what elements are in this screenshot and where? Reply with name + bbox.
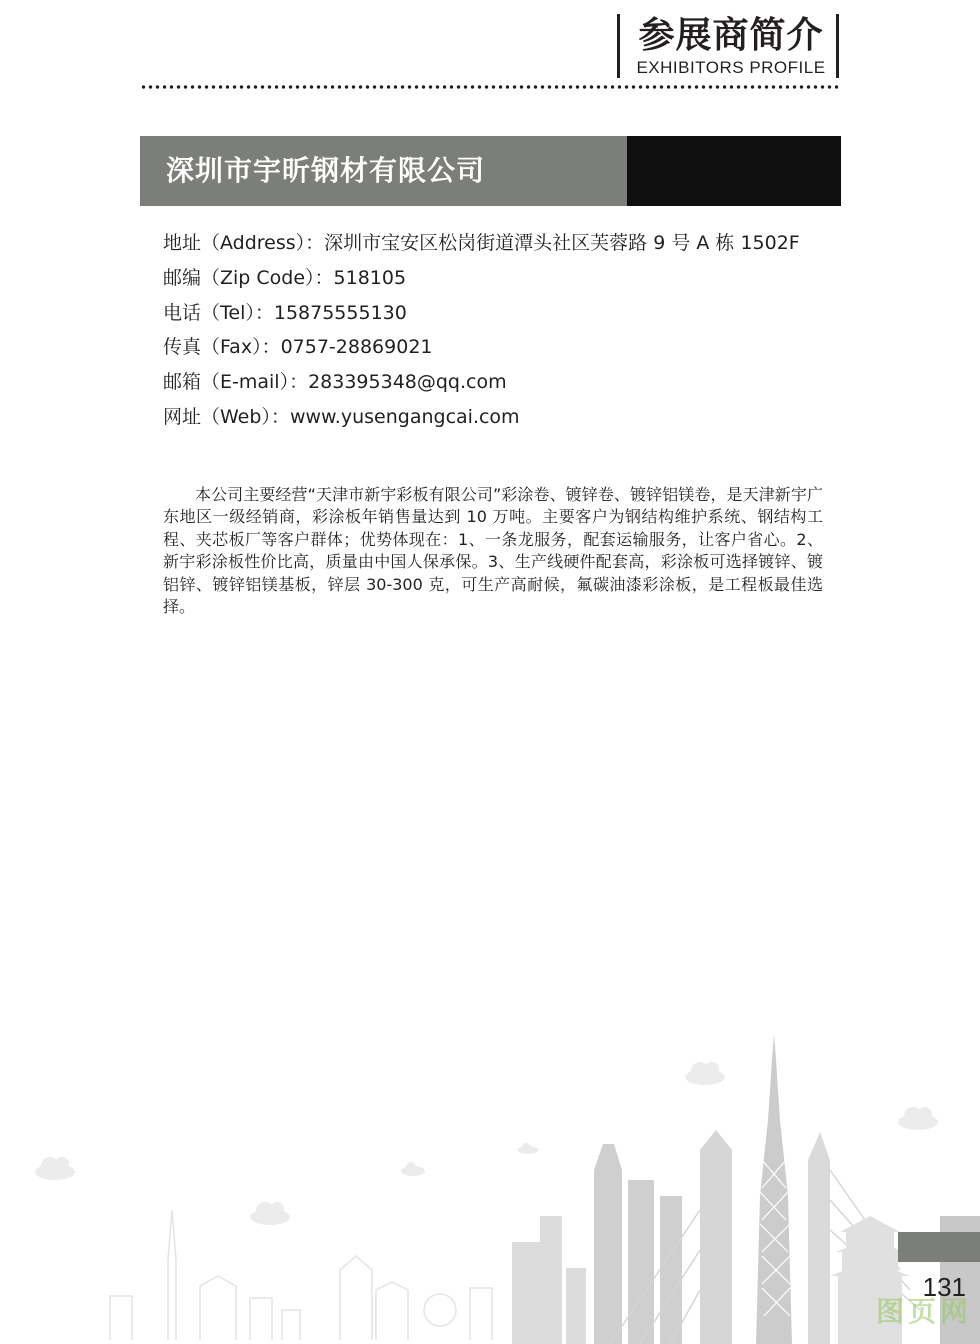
city-skyline-illustration	[0, 1020, 980, 1344]
contact-value: 深圳市宝安区松岗街道潭头社区芙蓉路 9 号 A 栋 1502F	[324, 232, 800, 254]
page-tab	[898, 1232, 980, 1262]
company-name-band	[140, 136, 841, 206]
contact-tel	[163, 296, 843, 331]
contact-label: 电话（Tel）：	[163, 301, 274, 324]
contact-label: 邮箱（E-mail）：	[163, 371, 309, 394]
contact-value: 0757-28869021	[280, 336, 433, 359]
cloud-icon	[35, 1062, 938, 1225]
contact-value: 518105	[333, 266, 407, 289]
company-name: 深圳市宇昕钢材有限公司	[166, 154, 486, 187]
band-black-block	[627, 136, 841, 206]
header-left-rule	[617, 14, 620, 78]
contact-label: 邮编（Zip Code）：	[163, 266, 334, 289]
contact-value: 15875555130	[273, 301, 407, 324]
contact-label: 传真（Fax）：	[163, 336, 281, 359]
contact-web	[163, 400, 843, 435]
header-title: 参展商简介	[638, 15, 824, 56]
contact-email	[163, 365, 843, 400]
contact-value: www.yusengangcai.com	[289, 405, 520, 428]
contact-label: 网址（Web）：	[163, 405, 290, 428]
company-introduction: 本公司主要经营“天津市新宇彩板有限公司”彩涂卷、镀锌卷、镀锌铝镁卷，是天津新宇广东地区一级经销商，彩涂板年销售量达到 10 万吨。主要客户为钢结构维护系统、钢结构工程、夹芯板厂等客户群体；优势体现在：1、一条龙服务，配套运输服务，让客户省心。2、新宇彩涂板性价比高，质量由中国人保承保。3、生产线硬件配套高，彩涂板可选择镀锌、镀铝锌、镀锌铝镁基板，锌层 30-300 克，可生产高耐候，氟碳油漆彩涂板，是工程板最佳选择。	[163, 485, 823, 617]
header-subtitle: EXHIBITORS PROFILE	[636, 58, 826, 77]
contact-value: 283395348@qq.com	[308, 371, 507, 394]
page-number: 131	[922, 1272, 966, 1302]
watermark: 图页网	[875, 1295, 972, 1328]
header-right-rule	[836, 14, 839, 78]
contact-list	[163, 226, 843, 435]
contact-fax	[163, 330, 843, 365]
contact-address	[163, 226, 843, 261]
dotted-divider	[140, 85, 840, 89]
contact-zip	[163, 261, 843, 296]
contact-label: 地址（Address）：	[163, 232, 325, 254]
